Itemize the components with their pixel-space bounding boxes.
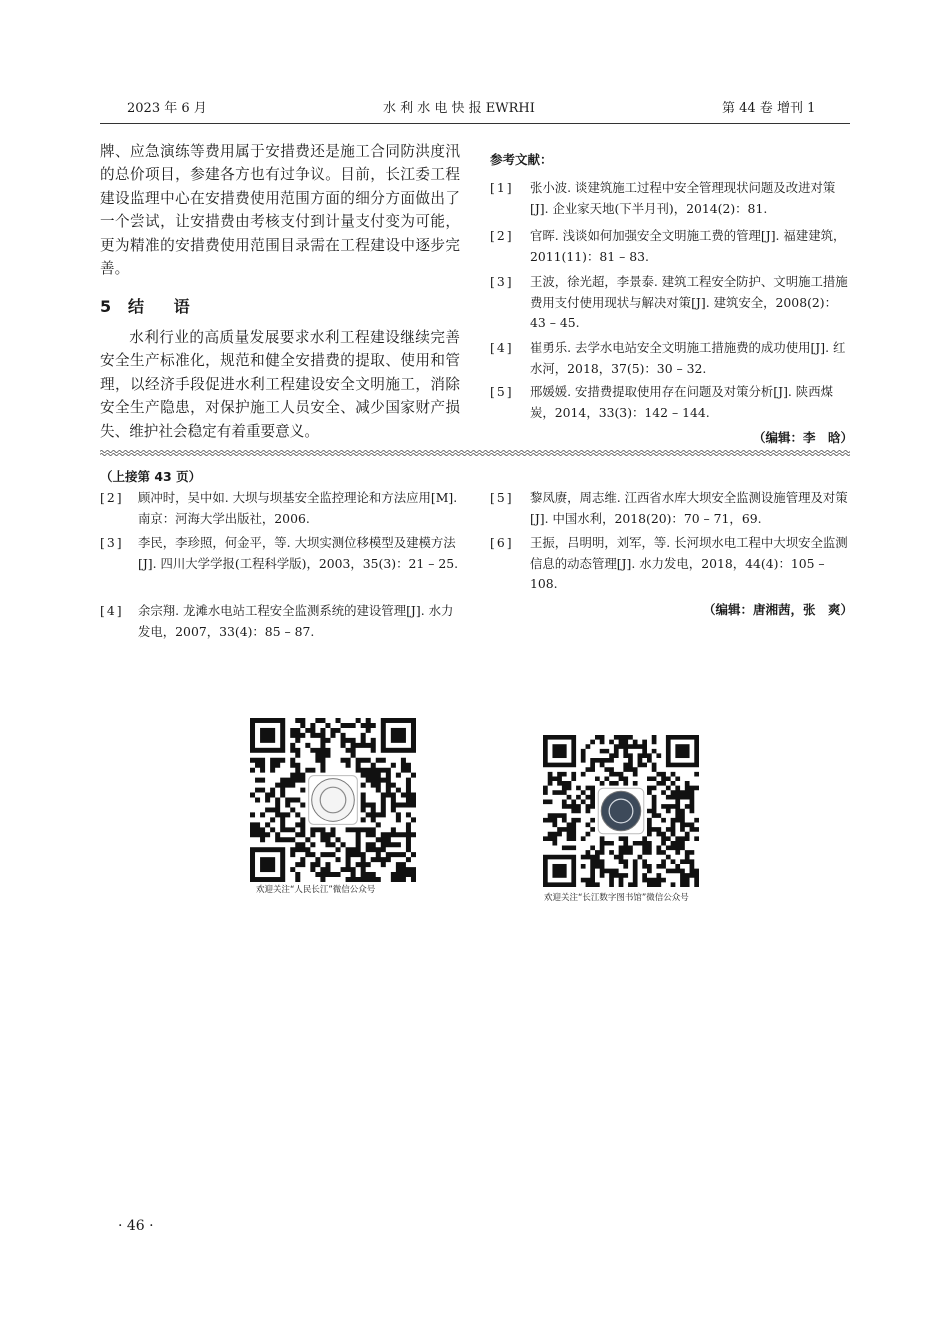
reference-number: [4] [100,603,124,618]
reference-text: 顾冲时，吴中如. 大坝与坝基安全监控理论和方法应用[M]. 南京：河海大学出版社，2006. [138,490,458,526]
reference-item [100,488,460,529]
qr-finder-pattern [250,847,285,882]
qr-finder-pattern [250,718,285,753]
reference-number: [6] [490,535,514,550]
qr-finder-pattern [666,735,699,767]
reference-item [100,601,460,642]
reference-number: [2] [490,228,514,243]
qr-finder-pattern [543,855,576,887]
reference-text: 崔勇乐. 去学水电站安全文明施工措施费的成功使用[J]. 红水河，2018，37(5)：30 – 32. [530,340,846,376]
reference-text: 王振，吕明明，刘军，等. 长河坝水电工程中大坝安全监测信息的动态管理[J]. 水力发电，2018，44(4)：105 – 108. [530,535,848,592]
wavy-separator [100,449,850,457]
reference-item [490,338,850,379]
renmin-changjiang-logo-icon [312,779,355,822]
reference-number: [3] [100,535,124,550]
reference-number: [5] [490,384,514,399]
qr-caption: 欢迎关注“人民长江”微信公众号 [256,885,376,895]
library-seal-icon [601,791,641,831]
continued-from-label: （上接第 43 页） [100,469,202,484]
section-heading [100,296,202,318]
header-rule [100,123,850,124]
reference-text: 张小波. 谈建筑施工过程中安全管理现状问题及改进对策[J]. 企业家天地(下半月刊)，2014(2)：81. [530,180,836,216]
reference-number: [1] [490,180,514,195]
reference-text: 余宗翔. 龙滩水电站工程安全监测系统的建设管理[J]. 水力发电，2007，33(4)：85 – 87. [138,603,454,639]
reference-text: 邢媛媛. 安措费提取使用存在问题及对策分析[J]. 陕西煤炭，2014，33(3)：142 – 144. [530,384,833,420]
reference-item [490,272,850,334]
body-paragraph [100,140,460,280]
reference-number: [2] [100,490,124,505]
reference-text: 李民，李珍照，何金平，等. 大坝实测位移模型及建模方法[J]. 四川大学学报(工程科学版)，2003，35(3)：21 – 25. [138,535,459,571]
conclusion-paragraph [100,326,460,443]
paragraph-conclusion: 水利行业的高质量发展要求水利工程建设继续完善安全生产标准化，规范和健全安措费的提取、使用和管理，以经济手段促进水利工程建设安全文明施工，消除安全生产隐患，对保护施工人员安全、减少国家财产损失、维护社会稳定有着重要意义。 [100,329,460,440]
reference-text: 官晖. 浅谈如何加强安全文明施工费的管理[J]. 福建建筑，2011(11)：81 – 83. [530,228,846,264]
reference-number: [3] [490,274,514,289]
reference-text: 王波，徐光超，李景泰. 建筑工程安全防护、文明施工措施费用支付使用现状与解决对策[J]. 建筑安全，2008(2)：43 – 45. [530,274,848,331]
header-volume: 第 44 卷 增刊 1 [722,101,816,116]
editor-credit: （编辑：唐湘茜，张 爽） [703,602,854,617]
page-number: · 46 · [118,1218,154,1234]
header-date: 2023 年 6 月 [127,101,207,116]
qr-caption: 欢迎关注“长江数字图书馆”微信公众号 [544,893,689,903]
section-number: 5 [100,297,112,316]
reference-number: [5] [490,490,514,505]
references-title: 参考文献： [490,152,553,167]
reference-number: [4] [490,340,514,355]
qr-code-renmin-changjiang [250,718,416,882]
section-title: 结 语 [128,297,202,316]
reference-item [100,533,460,574]
reference-item [490,226,850,267]
reference-text: 黎凤赓，周志维. 江西省水库大坝安全监测设施管理及对策[J]. 中国水利，2018(20)：70 – 71，69. [530,490,848,526]
editor-credit: （编辑：李 晗） [753,430,854,445]
qr-finder-pattern [381,718,416,753]
header-journal: 水 利 水 电 快 报 EWRHI [383,101,535,116]
qr-finder-pattern [543,735,576,767]
reference-item [490,533,850,595]
paragraph-continued: 牌、应急演练等费用属于安措费还是施工合同防洪度汛的总价项目，参建各方也有过争议。目前，长江委工程建设监理中心在安措费使用范围方面的细分方面做出了一个尝试，让安措费由考核支付到计量支付变为可能，更为精准的安措费使用范围目录需在工程建设中逐步完善。 [100,143,460,278]
qr-code-changjiang-library [543,735,699,887]
reference-item [490,488,850,529]
reference-item [490,382,850,423]
reference-item [490,178,850,219]
